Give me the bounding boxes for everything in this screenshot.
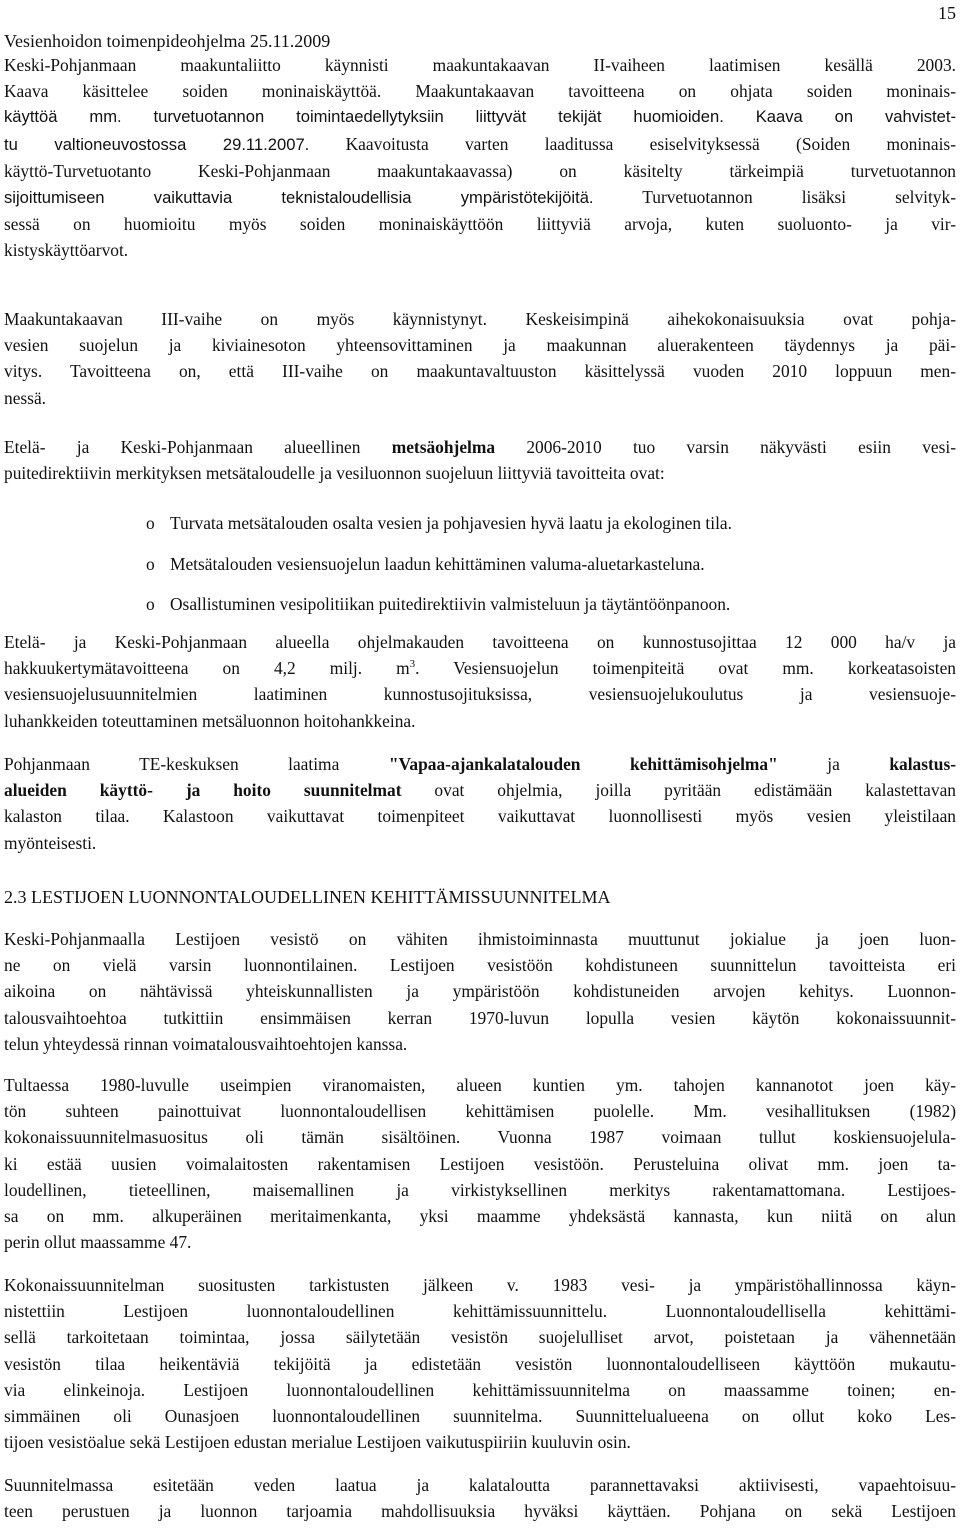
text-line: kalaston tilaa. Kalastoon vaikuttavat toimenpiteet vaikuttavat luonnollisesti myös vesien yleistilaan bbox=[4, 806, 956, 827]
text-line: ne on vielä varsin luonnontilainen. Lestijoen vesistöön kohdistuneen suunnittelun tavoitteista eri bbox=[4, 955, 956, 976]
text-line: via elinkeinoja. Lestijoen luonnontaloudellinen kehittämissuunnitelma on maassamme toinen; en- bbox=[4, 1379, 956, 1400]
paragraph-kunnostusojitus bbox=[4, 629, 956, 734]
text-line: talousvaihtoehtoa tutkittiin ensimmäisen kerran 1970-luvun lopulla vesien käytön kokonaissuunnit- bbox=[4, 1007, 956, 1028]
text-line: Suunnitelmassa esitetään veden laatua ja kalataloutta parannettavaksi aktiivisesti, vapaehtoisuu- bbox=[4, 1475, 956, 1495]
superscript: 3 bbox=[409, 658, 416, 671]
text-line bbox=[4, 131, 956, 158]
text-line: vesien suojelun ja kiviainesoton yhteensovittaminen ja maakunnan aluerakenteen täydennys ja päi- bbox=[4, 335, 956, 356]
paragraph-kalatalous bbox=[4, 751, 956, 856]
text-line: nistettiin Lestijoen luonnontaloudellinen kehittämissuunnittelu. Luonnontaloudellisella kehittämi- bbox=[4, 1301, 956, 1322]
bullet-item bbox=[146, 510, 946, 536]
paragraph-maakuntakaava-ii bbox=[4, 52, 956, 264]
text-line: vitys. Tavoitteena on, että III-vaihe on maakuntavaltuuston käsittelyssä vuoden 2010 loppuun men- bbox=[4, 361, 956, 382]
bullet-text: Turvata metsätalouden osalta vesien ja pohjavesien hyvä laatu ja ekologinen tila. bbox=[170, 513, 732, 533]
text-span: 2006-2010 tuo varsin näkyvästi esiin vesi- bbox=[495, 437, 956, 457]
text-line bbox=[4, 777, 956, 803]
section-heading: 2.3 LESTIJOEN LUONNONTALOUDELLINEN KEHITTÄMISSUUNNITELMA bbox=[4, 887, 611, 907]
text-line: teen perustuen ja luonnon tarjoamia mahdollisuuksia hyväksi käyttäen. Pohjana on sekä Lestijoen bbox=[4, 1501, 956, 1522]
text-line bbox=[4, 655, 956, 681]
text-line: Etelä- ja Keski-Pohjanmaan alueella ohjelmakauden tavoitteena on kunnostusojittaa 12 000 ha/v ja bbox=[4, 632, 956, 652]
paragraph-maakuntakaava-iii bbox=[4, 306, 956, 411]
text-line: sellä tarkoitetaan toimintaa, jossa säilytetään vesistön suojelulliset arvot, poistetaan ja vähennetään bbox=[4, 1327, 956, 1348]
bullet-item bbox=[146, 551, 946, 577]
paragraph-lestijoki-history bbox=[4, 1072, 956, 1255]
text-line: Keski-Pohjanmaalla Lestijoen vesistö on vähiten ihmistoiminnasta muuttunut jokialue ja joen luon- bbox=[4, 929, 956, 949]
bullet-marker: o bbox=[146, 554, 155, 574]
bullet-marker: o bbox=[146, 594, 155, 614]
text-line: ki estää uusien voimalaitosten rakentamisen Lestijoen vesistöön. Perusteluina olivat mm. joen ta- bbox=[4, 1153, 956, 1174]
text-line: simmäinen oli Ounasjoen luonnontaloudellinen suunnitelma. Suunnittelualueena on ollut koko Les- bbox=[4, 1406, 956, 1427]
text-span: Etelä- ja Keski-Pohjanmaan alueellinen bbox=[4, 437, 392, 457]
bullet-marker: o bbox=[146, 513, 155, 533]
bullet-item bbox=[146, 591, 946, 617]
text-line: tön suhteen painottuivat luonnontaloudellisen kehittämisen puolelle. Mm. vesihallituksen (1982) bbox=[4, 1101, 956, 1122]
text-span: tu valtioneuvostossa 29.11.2007. bbox=[4, 134, 310, 154]
text-line: sessä on huomioitu myös soiden moninaiskäyttöön liittyviä arvoja, kuten suoluonto- ja vir- bbox=[4, 214, 956, 235]
text-line: kistyskäyttöarvot. bbox=[4, 240, 129, 261]
text-line: myönteisesti. bbox=[4, 832, 97, 853]
document-header: Vesienhoidon toimenpideohjelma 25.11.2009 bbox=[4, 31, 331, 51]
text-line bbox=[4, 184, 956, 211]
text-span: Kaavoitusta varten laaditussa esiselvityksessä (Soiden moninais- bbox=[345, 133, 956, 154]
text-span: ja bbox=[777, 754, 890, 774]
text-line: perin ollut maassamme 47. bbox=[4, 1232, 192, 1253]
bold-term: kalastus- bbox=[889, 754, 957, 774]
text-line: kokonaissuunnitelmasuositus oli tämän sisältöinen. Vuonna 1987 voimaan tullut koskiensuojelula- bbox=[4, 1127, 956, 1148]
page-number: 15 bbox=[938, 3, 956, 23]
text-line: tijoen vesistöalue sekä Lestijoen edustan merialue Lestijoen vaikutuspiiriin kuuluvin osin. bbox=[4, 1432, 631, 1453]
text-span: ovat ohjelmia, joilla pyritään edistämään kalastettavan bbox=[401, 780, 956, 801]
text-line: aikoina on nähtävissä yhteiskunnallisten ja ympäristöön kohdistuneiden arvojen kehitys. Luonnon- bbox=[4, 981, 956, 1002]
text-span: . Vesiensuojelun toimenpiteitä ovat mm. korkeatasoisten bbox=[415, 658, 956, 679]
text-span: Pohjanmaan TE-keskuksen laatima bbox=[4, 754, 389, 774]
text-line: puitedirektiivin merkityksen metsätaloudelle ja vesiluonnon suojeluun liittyviä tavoitteita ovat: bbox=[4, 463, 665, 484]
bold-term: alueiden käyttö- ja hoito suunnitelmat bbox=[4, 780, 402, 801]
paragraph-metsaohjelma bbox=[4, 434, 956, 486]
text-line bbox=[4, 751, 956, 777]
text-line: käyttö-Turvetuotanto Keski-Pohjanmaan maakuntakaavassa) on käsitelty tärkeimpiä turvetuotannon bbox=[4, 160, 956, 181]
text-span: sijoittumiseen vaikuttavia teknistaloudellisia ympäristötekijöitä. bbox=[4, 188, 594, 208]
bullet-text: Metsätalouden vesiensuojelun laadun kehittäminen valuma-aluetarkasteluna. bbox=[170, 554, 705, 574]
text-line bbox=[4, 434, 956, 460]
paragraph-suunnitelma bbox=[4, 1472, 956, 1524]
paragraph-kehittamissuunnittelu bbox=[4, 1272, 956, 1455]
text-line: Kokonaissuunnitelman suositusten tarkistusten jälkeen v. 1983 vesi- ja ympäristöhallinnossa käyn- bbox=[4, 1275, 956, 1295]
bold-term: "Vapaa-ajankalatalouden kehittämisohjelma" bbox=[388, 754, 778, 774]
text-span: hakkuukertymätavoitteena on 4,2 milj. m bbox=[4, 658, 410, 679]
text-line: Maakuntakaavan III-vaihe on myös käynnistynyt. Keskeisimpinä aihekokonaisuuksia ovat pohja- bbox=[4, 309, 956, 329]
text-line: vesiensuojelusuunnitelmien laatiminen kunnostusojituksissa, vesiensuojelukoulutus ja vesiensuoje- bbox=[4, 684, 956, 705]
text-line: Kaava käsittelee soiden moninaiskäyttöä. Maakuntakaavan tavoitteena on ohjata soiden moninais- bbox=[4, 81, 956, 102]
bullet-text: Osallistuminen vesipolitiikan puitedirektiivin valmisteluun ja täytäntöönpanoon. bbox=[170, 594, 731, 614]
text-line: luhankkeiden toteuttaminen metsäluonnon hoitohankkeina. bbox=[4, 710, 416, 731]
text-line: nessä. bbox=[4, 387, 47, 408]
text-line: vesistön tilaa heikentäviä tekijöitä ja edistetään vesistön luonnontaloudelliseen käyttöön mukautu- bbox=[4, 1353, 956, 1374]
text-span: Turvetuotannon lisäksi selvityk- bbox=[642, 187, 956, 208]
text-line: telun yhteydessä rinnan voimatalousvaihtoehtojen kanssa. bbox=[4, 1033, 408, 1054]
bold-term: metsäohjelma bbox=[391, 437, 496, 457]
text-line: sa on mm. alkuperäinen meritaimenkanta, yksi maamme yhdeksästä kannasta, kun niitä on alun bbox=[4, 1206, 956, 1227]
paragraph-lestijoki-intro bbox=[4, 926, 956, 1057]
text-line: loudellinen, tieteellinen, maisemallinen ja virkistyksellinen merkitys rakentamattomana. Lestijoes- bbox=[4, 1179, 956, 1200]
text-line: käyttöä mm. turvetuotannon toimintaedellytyksiin liittyvät tekijät huomioiden. Kaava on vahvistet- bbox=[4, 107, 956, 127]
text-line: Tultaessa 1980-luvulle useimpien viranomaisten, alueen kuntien ym. tahojen kannanotot joen käy- bbox=[4, 1075, 956, 1095]
text-line: Keski-Pohjanmaan maakuntaliitto käynnisti maakuntakaavan II-vaiheen laatimisen kesällä 2003. bbox=[4, 55, 956, 75]
